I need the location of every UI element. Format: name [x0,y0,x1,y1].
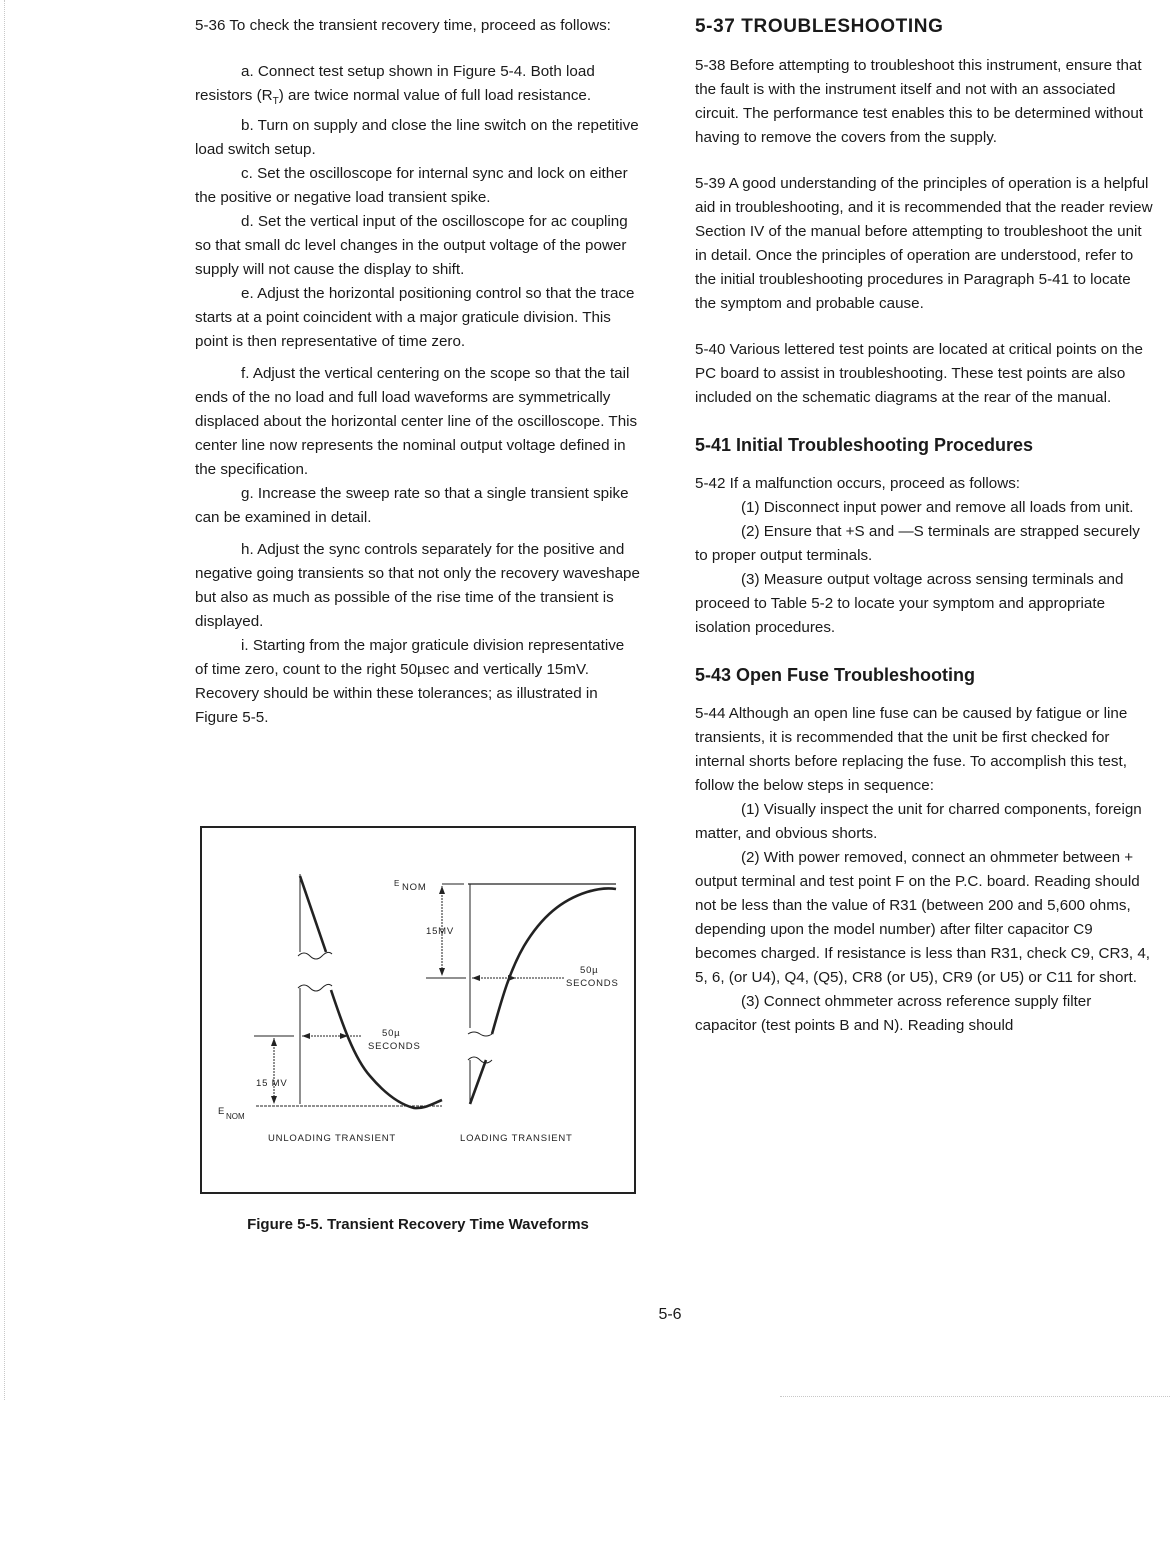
right-column [695,14,1155,1038]
step-text: Adjust the horizontal positioning control so that the trace starts at a point coincident with a major graticule division. This point is then representative of time zero. [195,285,635,351]
waveform-diagram [202,828,638,1196]
step-i [195,634,641,730]
step-text: Set the oscilloscope for internal sync and lock on either the positive or negative load transient spike. [195,165,628,207]
paragraph-5-42: 5-42 If a malfunction occurs, proceed as follows: [695,475,1021,492]
break-mark [468,1057,492,1063]
heading-5-37: 5-37 TROUBLESHOOTING [695,16,944,37]
step-a [195,60,641,114]
step-text: Connect test setup shown in Figure 5-4. Both load resistors (R [195,63,595,104]
scan-bottom-artifact [780,1396,1170,1398]
page-number: 5-6 [658,1306,682,1323]
step-text: Increase the sweep rate so that a single transient spike can be examined in detail. [195,485,629,527]
step-5-42-2: (2) Ensure that +S and —S terminals are strapped securely to proper output terminals. [695,523,1140,564]
step-label: e. [241,285,254,303]
subscript: T [272,96,279,108]
figure-caption: Figure 5-5. Transient Recovery Time Waveforms [247,1216,589,1233]
paragraph-5-44: 5-44 Although an open line fuse can be caused by fatigue or line transients, it is recommended that the unit be first checked for internal shorts before replacing the fuse. To accomplish this test, follow the below steps in sequence: [695,705,1128,794]
step-label: b. [241,117,254,135]
step-text: Turn on supply and close the line switch on the repetitive load switch setup. [195,117,639,159]
loading-recovery-curve [492,888,616,1034]
step-5-44-3: (3) Connect ohmmeter across reference supply filter capacitor (test points B and N). Reading should [695,993,1092,1034]
unloading-15mv-label: 15 MV [256,1078,288,1089]
step-label: d. [241,213,254,231]
break-mark [298,952,332,959]
step-5-44-2: (2) With power removed, connect an ohmmeter between + output terminal and test point F on the P.C. board. Reading should not be less than the value of R31 (between 200 and 5,600 ohms, depending upon the model number) after filter capacitor C9 becomes charged. If resistance is less than R31, check C9, CR3, 4, 5, 6, (or U4), Q4, (Q5), CR8 (or U5), CR9 (or U5) or C11 for short. [695,849,1150,986]
step-label: h. [241,541,254,559]
step-h [195,538,641,634]
step-b [195,114,641,162]
step-g [195,482,641,530]
step-text: Adjust the vertical centering on the scope so that the tail ends of the no load and full load waveforms are symmetrically displaced about the horizontal center line of the oscilloscope. This center line now represents the nominal output voltage defined in the specification. [195,365,638,479]
step-text: Adjust the sync controls separately for the positive and negative going transients so that not only the recovery waveshape but also as much as possible of the rise time of the transient is displayed. [195,541,640,631]
step-5-42-3: (3) Measure output voltage across sensing terminals and proceed to Table 5-2 to locate your symptom and appropriate isolation procedures. [695,571,1124,636]
loading-15mv-label: 15MV [426,926,455,937]
step-text: Starting from the major graticule division representative of time zero, count to the right 50µsec and vertically 15mV. Recovery should be within these tolerances; as illustrated in Figure 5-5. [195,637,625,727]
unloading-50us-label: 50µ [382,1028,401,1039]
break-mark [468,1032,492,1036]
paragraph-5-40: 5-40 Various lettered test points are located at critical points on the PC board to assist in troubleshooting. These test points are also included on the schematic diagrams at the rear of the manual. [695,341,1144,406]
step-e [195,282,641,354]
unloading-enom-sub: NOM [226,1112,245,1121]
step-label: f. [241,365,250,383]
step-f [195,362,641,482]
heading-5-43: 5-43 Open Fuse Troubleshooting [695,665,976,685]
unloading-spike [300,876,326,952]
loading-50us-label: 50µ [580,965,599,976]
unloading-enom-label: E [218,1106,226,1117]
scan-edge-artifact [4,0,6,1400]
step-label: g. [241,485,254,503]
step-text: Set the vertical input of the oscilloscope for ac coupling so that small dc level changes in the output voltage of the power supply will not cause the display to shift. [195,213,628,279]
paragraph-5-38: 5-38 Before attempting to troubleshoot this instrument, ensure that the fault is with the instrument itself and not with an associated circuit. The performance test enables this to be determined without having to remove the covers from the supply. [695,57,1143,146]
unloading-transient-title: UNLOADING TRANSIENT [268,1133,396,1144]
step-text-cont: ) are twice normal value of full load resistance. [278,87,592,104]
break-mark [298,984,332,991]
figure-5-5-waveforms [200,826,636,1194]
left-column [195,14,641,730]
step-c [195,162,641,210]
step-label: i. [241,637,249,655]
loading-spike [470,1060,486,1104]
paragraph-5-39: 5-39 A good understanding of the principles of operation is a helpful aid in troubleshooting, and it is recommended that the reader review Section IV of the manual before attempting to troubleshoot the unit in detail. Once the principles of operation are understood, refer to the initial troubleshooting procedures in Paragraph 5-41 to locate the symptom and probable cause. [695,175,1153,312]
loading-transient-title: LOADING TRANSIENT [460,1133,573,1144]
loading-seconds-label: SECONDS [566,978,619,989]
step-label: c. [241,165,253,183]
step-d [195,210,641,282]
unloading-seconds-label: SECONDS [368,1041,421,1052]
step-5-42-1: (1) Disconnect input power and remove all loads from unit. [741,499,1134,516]
step-5-44-1: (1) Visually inspect the unit for charred components, foreign matter, and obvious shorts. [695,801,1142,842]
loading-enom-sub: NOM [402,882,427,893]
heading-5-41: 5-41 Initial Troubleshooting Procedures [695,435,1034,455]
loading-enom-label: E [394,879,400,888]
step-label: a. [241,63,254,80]
paragraph-5-36: 5-36 To check the transient recovery time, proceed as follows: [195,17,611,34]
